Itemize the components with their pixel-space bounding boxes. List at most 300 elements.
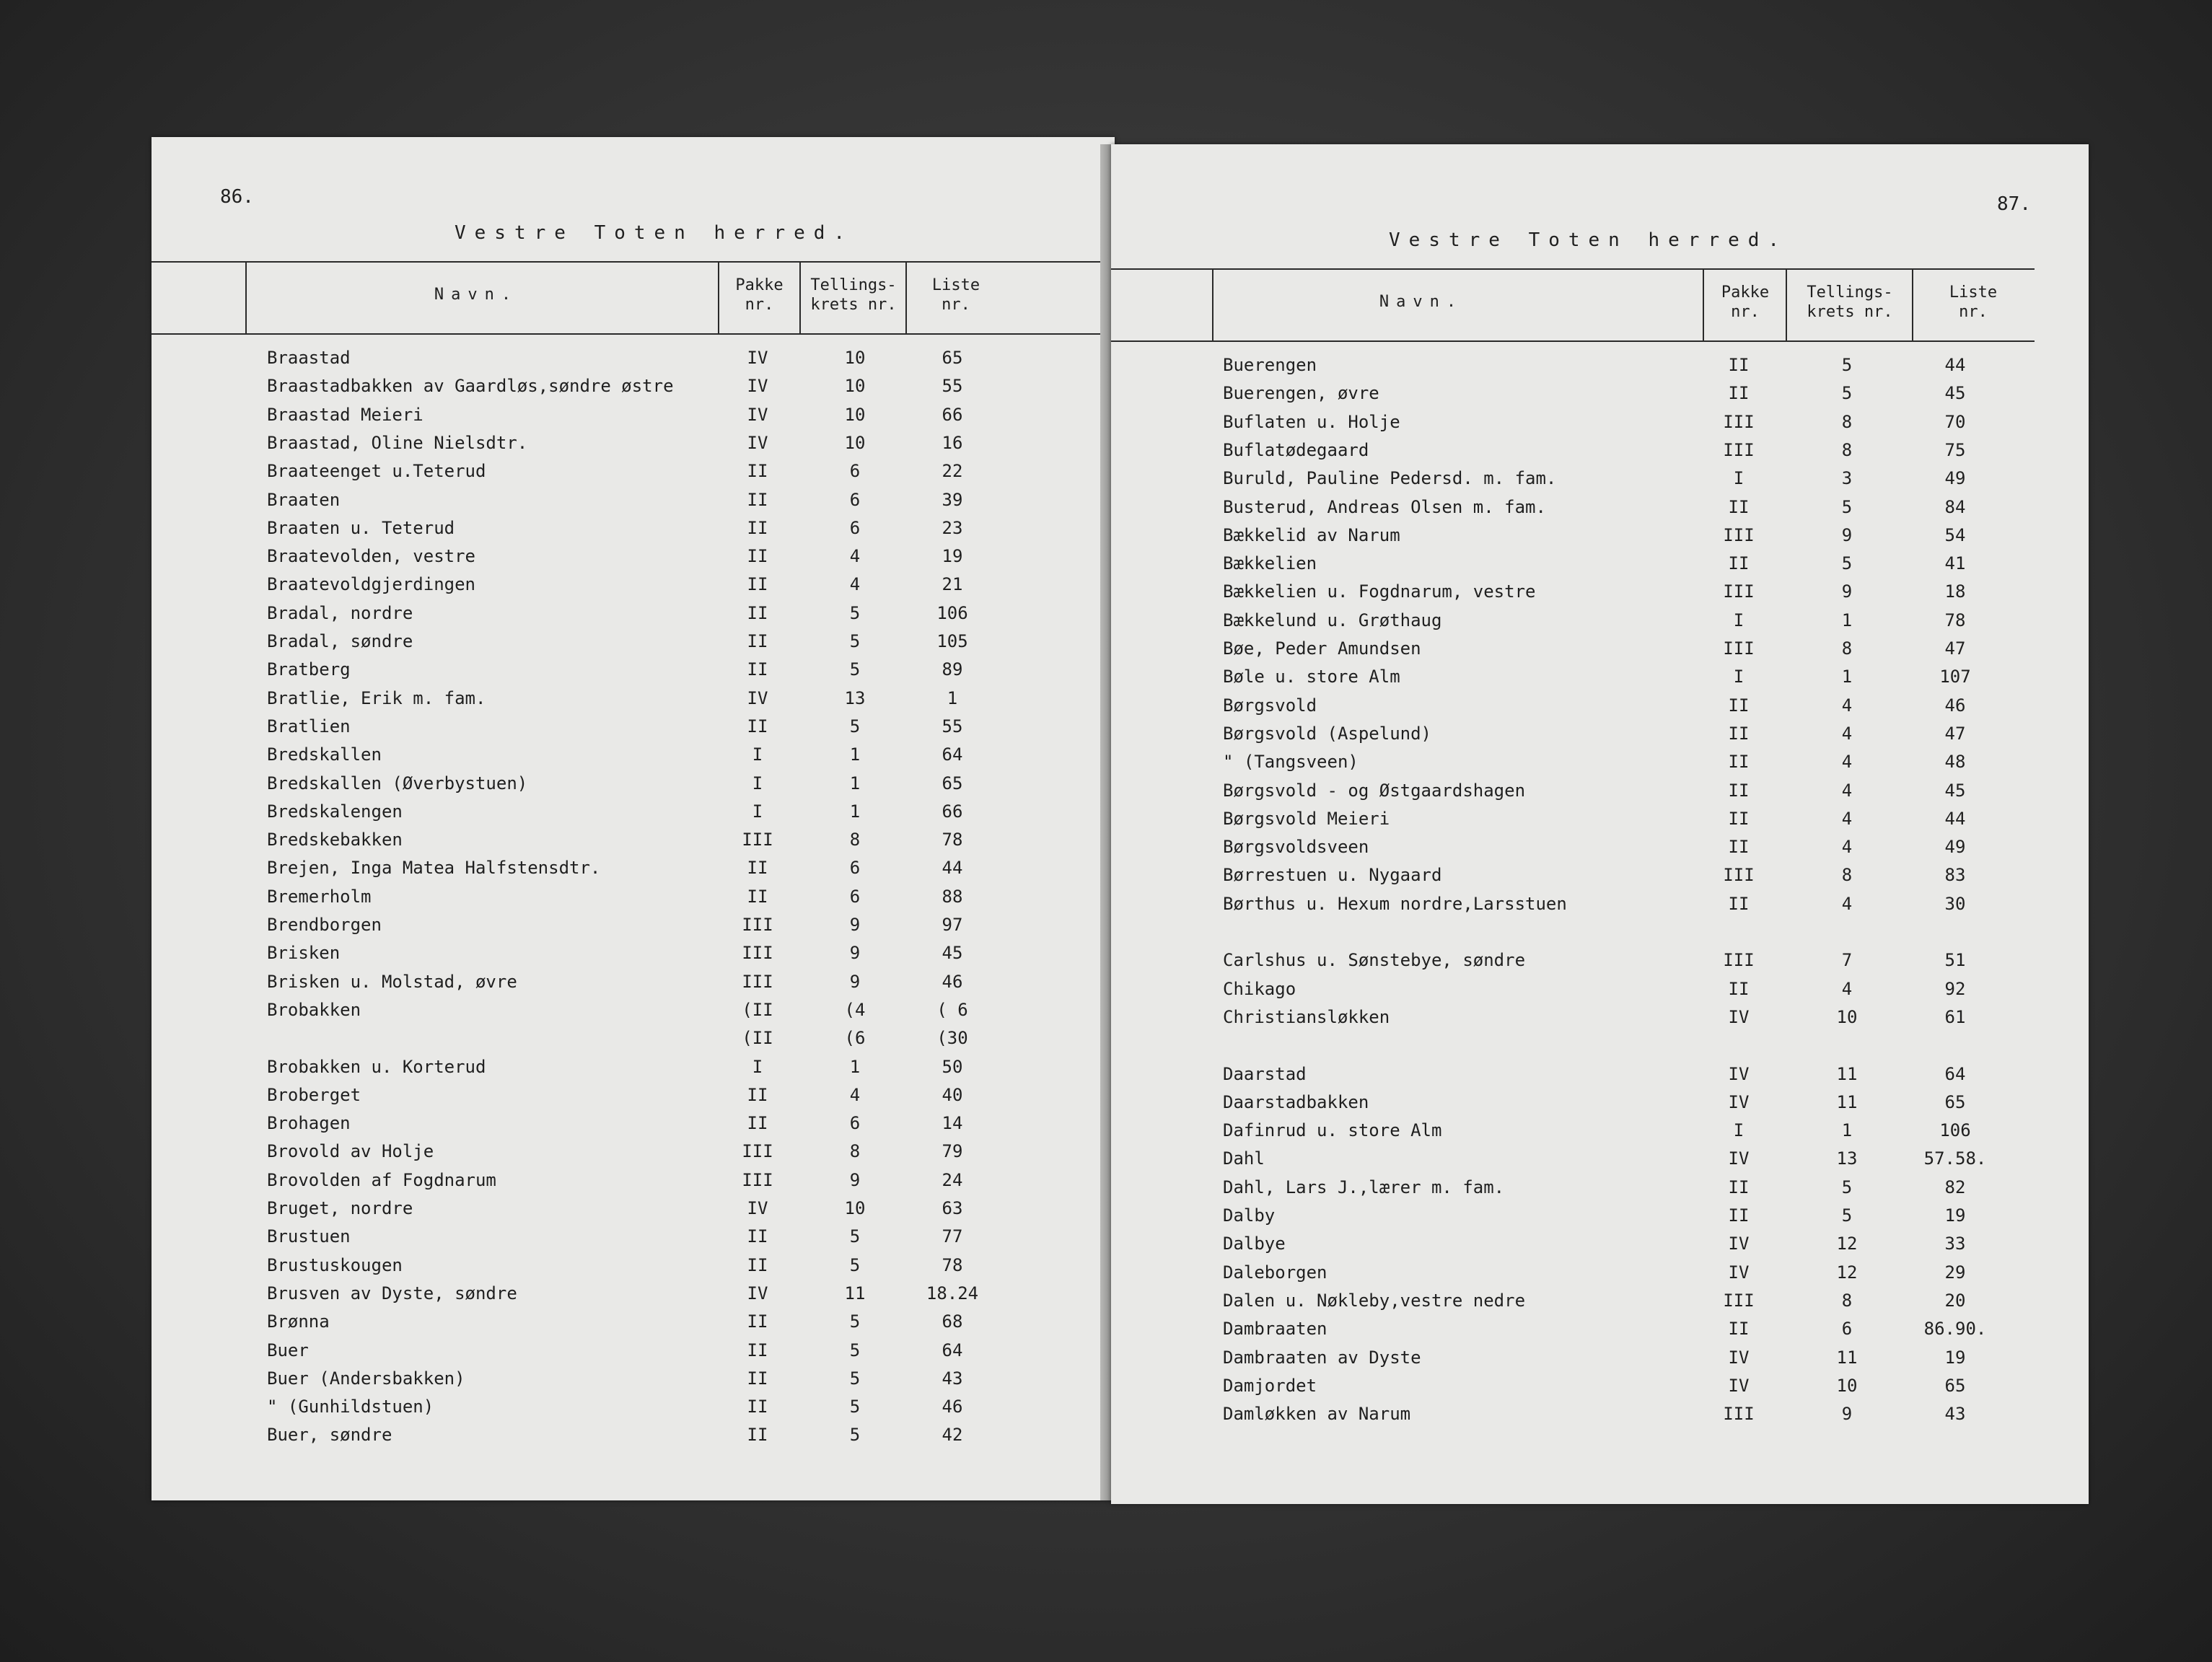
table-row — [152, 801, 1115, 830]
row-name: Dahl — [1223, 1148, 1265, 1169]
row-krets: 8 — [1841, 439, 1853, 460]
column-divider — [1703, 268, 1704, 340]
row-liste: 50 — [942, 1056, 963, 1077]
row-name: Buer, søndre — [267, 1425, 392, 1446]
row-liste: 64 — [942, 1340, 963, 1360]
row-krets: 9 — [1841, 524, 1853, 545]
row-name: Bruget, nordre — [267, 1198, 413, 1218]
table-row — [1111, 468, 2089, 496]
table-row — [152, 518, 1115, 546]
table-row — [152, 1028, 1115, 1056]
right-page — [1111, 144, 2089, 1504]
row-name: Bækkelid av Narum — [1223, 524, 1400, 545]
row-pakke: IV — [747, 348, 768, 368]
header-bottom-rule — [152, 333, 1115, 335]
row-krets: 1 — [1841, 610, 1853, 630]
table-row — [152, 461, 1115, 489]
row-liste: 78 — [1944, 610, 1966, 630]
row-pakke: I — [752, 1056, 763, 1077]
table-row — [1111, 525, 2089, 553]
table-row — [152, 405, 1115, 433]
row-liste: 39 — [942, 489, 963, 510]
row-name: Brustuen — [267, 1226, 351, 1247]
table-row — [1111, 1120, 2089, 1148]
row-liste: 30 — [1944, 893, 1966, 914]
row-pakke: II — [747, 631, 768, 651]
row-krets: 5 — [849, 602, 861, 623]
row-pakke: I — [752, 773, 763, 793]
row-name: Brohagen — [267, 1113, 351, 1134]
table-row — [152, 972, 1115, 1000]
row-name: Brobakken — [267, 999, 361, 1020]
row-liste: 1 — [947, 687, 958, 708]
row-liste: 79 — [942, 1141, 963, 1162]
row-pakke: II — [1728, 383, 1750, 404]
row-pakke: II — [1728, 695, 1750, 716]
row-liste: 82 — [1944, 1177, 1966, 1197]
table-row — [152, 1057, 1115, 1085]
table-row — [152, 1397, 1115, 1425]
row-liste: 23 — [942, 517, 963, 538]
row-pakke: III — [1723, 1290, 1755, 1311]
row-pakke: II — [1728, 553, 1750, 574]
row-liste: 44 — [1944, 808, 1966, 829]
column-divider — [1212, 268, 1213, 340]
row-krets: 11 — [1836, 1063, 1858, 1084]
row-liste: 88 — [942, 886, 963, 907]
row-krets: 5 — [849, 631, 861, 651]
header-pakke: Pakke nr. — [1721, 283, 1770, 321]
row-liste: ( 6 — [936, 999, 968, 1020]
row-liste: 106 — [1939, 1120, 1971, 1141]
row-krets: (4 — [844, 999, 866, 1020]
row-pakke: III — [742, 1169, 773, 1190]
row-name: Børgsvoldsveen — [1223, 837, 1369, 858]
row-pakke: II — [747, 1311, 768, 1332]
row-liste: 22 — [942, 461, 963, 482]
table-row — [1111, 894, 2089, 922]
row-name: Bredskebakken — [267, 830, 403, 850]
row-krets: 1 — [1841, 1120, 1853, 1141]
table-row — [1111, 1376, 2089, 1404]
row-krets: 5 — [849, 1311, 861, 1332]
row-pakke: II — [747, 461, 768, 482]
row-krets: 5 — [849, 1226, 861, 1247]
row-pakke: I — [752, 801, 763, 822]
row-name: Bratlie, Erik m. fam. — [267, 687, 486, 708]
row-name: Buer — [267, 1340, 309, 1360]
row-liste: 66 — [942, 404, 963, 425]
row-liste: 65 — [942, 773, 963, 793]
row-liste: 65 — [1944, 1091, 1966, 1112]
row-name: Børgsvold Meieri — [1223, 808, 1390, 829]
row-krets: 11 — [1836, 1347, 1858, 1368]
row-krets: 10 — [1836, 1006, 1858, 1027]
row-pakke: IV — [747, 687, 768, 708]
row-pakke: II — [1728, 837, 1750, 858]
table-row — [152, 433, 1115, 461]
row-pakke: III — [742, 1141, 773, 1162]
row-krets: 7 — [1841, 950, 1853, 971]
row-name: Dahl, Lars J.,lærer m. fam. — [1223, 1177, 1505, 1197]
row-liste: 45 — [942, 943, 963, 964]
row-pakke: II — [1728, 893, 1750, 914]
row-liste: 97 — [942, 915, 963, 935]
row-name: Christiansløkken — [1223, 1006, 1390, 1027]
table-row — [1111, 809, 2089, 837]
row-pakke: II — [1728, 496, 1750, 517]
row-krets: 8 — [849, 830, 861, 850]
row-krets: 9 — [849, 971, 861, 992]
row-pakke: IV — [1728, 1375, 1750, 1396]
table-row — [152, 830, 1115, 858]
row-name: Braastad Meieri — [267, 404, 423, 425]
row-pakke: II — [747, 716, 768, 737]
table-row — [1111, 553, 2089, 581]
row-name: Braaten u. Teterud — [267, 517, 455, 538]
row-name: Braatevoldgjerdingen — [267, 574, 475, 595]
column-divider — [1786, 268, 1787, 340]
table-row — [152, 1198, 1115, 1226]
row-krets: 8 — [849, 1141, 861, 1162]
row-liste: 65 — [942, 348, 963, 368]
row-pakke: IV — [1728, 1148, 1750, 1169]
column-divider — [905, 261, 907, 333]
table-row — [1111, 1035, 2089, 1063]
row-name: Chikago — [1223, 978, 1296, 999]
row-name: Damløkken av Narum — [1223, 1404, 1411, 1425]
row-pakke: III — [1723, 1404, 1755, 1425]
row-pakke: II — [1728, 780, 1750, 801]
row-name: Buruld, Pauline Pedersd. m. fam. — [1223, 468, 1557, 489]
row-liste: 77 — [942, 1226, 963, 1247]
row-name: Dalby — [1223, 1205, 1276, 1226]
row-pakke: III — [1723, 581, 1755, 602]
row-pakke: II — [1728, 808, 1750, 829]
table-row — [1111, 781, 2089, 809]
table-row — [152, 773, 1115, 801]
table-row — [152, 1226, 1115, 1254]
row-krets: 5 — [1841, 1205, 1853, 1226]
row-liste: 18.24 — [926, 1283, 979, 1303]
row-name: Busterud, Andreas Olsen m. fam. — [1223, 496, 1546, 517]
table-row — [152, 1283, 1115, 1311]
row-krets: 5 — [1841, 496, 1853, 517]
row-pakke: II — [747, 1397, 768, 1417]
table-row — [152, 716, 1115, 744]
row-krets: 5 — [849, 1425, 861, 1446]
row-pakke: I — [1733, 1120, 1744, 1141]
row-krets: 5 — [1841, 383, 1853, 404]
row-name: Dambraaten — [1223, 1319, 1327, 1340]
table-row — [152, 1340, 1115, 1368]
table-row — [1111, 1205, 2089, 1234]
row-pakke: II — [747, 546, 768, 567]
header-bottom-rule — [1111, 340, 2035, 342]
row-krets: 8 — [1841, 638, 1853, 659]
table-row — [1111, 724, 2089, 752]
row-krets: 5 — [849, 1254, 861, 1275]
row-pakke: IV — [1728, 1063, 1750, 1084]
table-row — [152, 603, 1115, 631]
table-row — [1111, 1404, 2089, 1432]
row-pakke: II — [1728, 723, 1750, 744]
row-pakke: II — [747, 517, 768, 538]
row-pakke: I — [752, 744, 763, 765]
row-liste: 107 — [1939, 667, 1971, 687]
table-row — [1111, 837, 2089, 865]
row-pakke: II — [1728, 978, 1750, 999]
table-row — [1111, 865, 2089, 893]
row-krets: 4 — [1841, 893, 1853, 914]
row-krets: 4 — [1841, 978, 1853, 999]
row-pakke: I — [1733, 667, 1744, 687]
table-row — [1111, 383, 2089, 411]
row-krets: 6 — [849, 517, 861, 538]
row-pakke: I — [1733, 468, 1744, 489]
row-krets: 5 — [849, 1340, 861, 1360]
row-krets: 1 — [1841, 667, 1853, 687]
row-liste: 44 — [942, 858, 963, 879]
row-liste: 42 — [942, 1425, 963, 1446]
row-name: Bøle u. store Alm — [1223, 667, 1400, 687]
row-krets: 8 — [1841, 411, 1853, 432]
row-pakke: III — [1723, 439, 1755, 460]
row-pakke: II — [747, 1113, 768, 1134]
header-top-rule — [1111, 268, 2035, 270]
row-name: Bredskalengen — [267, 801, 403, 822]
row-name: Bradal, søndre — [267, 631, 413, 651]
page-title: Vestre Toten herred. — [455, 222, 854, 244]
row-liste: 46 — [942, 1397, 963, 1417]
row-liste: 47 — [1944, 723, 1966, 744]
row-pakke: III — [742, 830, 773, 850]
row-name: Daarstad — [1223, 1063, 1307, 1084]
row-name: Brønna — [267, 1311, 330, 1332]
row-name: Brusven av Dyste, søndre — [267, 1283, 517, 1303]
row-liste: 68 — [942, 1311, 963, 1332]
table-row — [152, 659, 1115, 687]
table-row — [152, 915, 1115, 943]
table-row — [152, 1311, 1115, 1340]
row-pakke: III — [1723, 950, 1755, 971]
table-row — [1111, 1092, 2089, 1120]
table-row — [152, 348, 1115, 376]
row-krets: 4 — [1841, 723, 1853, 744]
row-krets: 4 — [849, 574, 861, 595]
row-pakke: IV — [747, 432, 768, 453]
table-row — [1111, 1319, 2089, 1347]
row-pakke: II — [1728, 1319, 1750, 1340]
row-krets: 5 — [849, 1368, 861, 1389]
table-row — [1111, 581, 2089, 610]
row-name: Brovolden af Fogdnarum — [267, 1169, 496, 1190]
row-krets: 8 — [1841, 865, 1853, 886]
table-row — [1111, 412, 2089, 440]
column-divider — [718, 261, 719, 333]
row-pakke: II — [747, 1226, 768, 1247]
table-row — [1111, 497, 2089, 525]
row-name: Bredskallen (Øverbystuen) — [267, 773, 528, 793]
row-pakke: III — [742, 915, 773, 935]
table-row — [152, 376, 1115, 404]
row-liste: 45 — [1944, 780, 1966, 801]
row-krets: 11 — [1836, 1091, 1858, 1112]
row-krets: 5 — [849, 716, 861, 737]
row-liste: 44 — [1944, 355, 1966, 375]
row-name: " (Tangsveen) — [1223, 752, 1359, 773]
row-krets: 9 — [1841, 1404, 1853, 1425]
header-tellingskrets: Tellings- krets nr. — [810, 276, 897, 314]
row-liste: 45 — [1944, 383, 1966, 404]
row-name: Dalen u. Nøkleby,vestre nedre — [1223, 1290, 1526, 1311]
row-liste: 43 — [942, 1368, 963, 1389]
row-pakke: IV — [1728, 1347, 1750, 1368]
row-pakke: II — [747, 574, 768, 595]
row-liste: 47 — [1944, 638, 1966, 659]
row-name: " (Gunhildstuen) — [267, 1397, 434, 1417]
row-liste: (30 — [936, 1028, 968, 1049]
column-divider — [799, 261, 801, 333]
row-name: Carlshus u. Sønstebye, søndre — [1223, 950, 1526, 971]
row-krets: 10 — [844, 376, 866, 397]
row-name: Børrestuen u. Nygaard — [1223, 865, 1442, 886]
table-row — [152, 1425, 1115, 1453]
row-name: Buflaten u. Holje — [1223, 411, 1400, 432]
row-krets: (6 — [844, 1028, 866, 1049]
row-krets: 10 — [1836, 1375, 1858, 1396]
header-top-rule — [152, 261, 1115, 263]
row-pakke: (II — [742, 999, 773, 1020]
row-liste: 66 — [942, 801, 963, 822]
row-liste: 14 — [942, 1113, 963, 1134]
row-name: Daleborgen — [1223, 1262, 1327, 1283]
row-liste: 40 — [942, 1084, 963, 1105]
row-pakke: II — [747, 886, 768, 907]
row-krets: 9 — [849, 915, 861, 935]
row-pakke: III — [1723, 865, 1755, 886]
row-pakke: (II — [742, 1028, 773, 1049]
row-liste: 70 — [1944, 411, 1966, 432]
row-pakke: III — [1723, 524, 1755, 545]
table-row — [1111, 752, 2089, 780]
row-krets: 1 — [849, 744, 861, 765]
row-krets: 4 — [1841, 780, 1853, 801]
table-row — [152, 943, 1115, 971]
row-name: Buflatødegaard — [1223, 439, 1369, 460]
row-krets: 9 — [1841, 581, 1853, 602]
row-liste: 63 — [942, 1198, 963, 1218]
row-name: Buerengen — [1223, 355, 1317, 375]
table-row — [152, 490, 1115, 518]
row-krets: 8 — [1841, 1290, 1853, 1311]
row-pakke: II — [1728, 1205, 1750, 1226]
row-krets: 10 — [844, 348, 866, 368]
page-number: 87. — [1997, 193, 2031, 215]
table-row — [1111, 695, 2089, 724]
table-row — [1111, 950, 2089, 978]
row-krets: 6 — [849, 489, 861, 510]
row-name: Bækkelien u. Fogdnarum, vestre — [1223, 581, 1536, 602]
page-title: Vestre Toten herred. — [1389, 229, 1789, 251]
table-row — [152, 1141, 1115, 1169]
row-liste: 105 — [936, 631, 968, 651]
row-pakke: IV — [747, 1198, 768, 1218]
table-row — [152, 1255, 1115, 1283]
row-liste: 89 — [942, 659, 963, 680]
row-name: Bækkelund u. Grøthaug — [1223, 610, 1442, 630]
row-liste: 24 — [942, 1169, 963, 1190]
row-liste: 49 — [1944, 837, 1966, 858]
row-pakke: II — [747, 1368, 768, 1389]
row-liste: 83 — [1944, 865, 1966, 886]
table-row — [1111, 1347, 2089, 1376]
row-krets: 10 — [844, 1198, 866, 1218]
row-liste: 84 — [1944, 496, 1966, 517]
column-divider — [245, 261, 247, 333]
row-krets: 5 — [1841, 553, 1853, 574]
row-name: Brobakken u. Korterud — [267, 1056, 486, 1077]
row-krets: 5 — [849, 659, 861, 680]
row-name: Braatevolden, vestre — [267, 546, 475, 567]
row-krets: 10 — [844, 404, 866, 425]
row-liste: 46 — [942, 971, 963, 992]
row-name: Børgsvold — [1223, 695, 1317, 716]
row-liste: 65 — [1944, 1375, 1966, 1396]
table-row — [1111, 1262, 2089, 1291]
row-name: Daarstadbakken — [1223, 1091, 1369, 1112]
row-name: Bredskallen — [267, 744, 382, 765]
row-pakke: I — [1733, 610, 1744, 630]
table-row — [1111, 1291, 2089, 1319]
row-name: Buerengen, øvre — [1223, 383, 1379, 404]
table-row — [1111, 610, 2089, 638]
row-krets: 13 — [844, 687, 866, 708]
row-liste: 106 — [936, 602, 968, 623]
row-pakke: II — [747, 659, 768, 680]
row-krets: 6 — [849, 461, 861, 482]
row-name: Dafinrud u. store Alm — [1223, 1120, 1442, 1141]
row-krets: 6 — [1841, 1319, 1853, 1340]
table-row — [1111, 355, 2089, 383]
row-pakke: II — [1728, 752, 1750, 773]
row-name: Braateenget u.Teterud — [267, 461, 486, 482]
row-pakke: II — [1728, 355, 1750, 375]
row-pakke: II — [747, 1340, 768, 1360]
row-liste: 21 — [942, 574, 963, 595]
row-krets: 6 — [849, 886, 861, 907]
table-row — [1111, 922, 2089, 950]
row-liste: 55 — [942, 716, 963, 737]
table-row — [152, 1368, 1115, 1397]
table-row — [1111, 1064, 2089, 1092]
row-name: Brustuskougen — [267, 1254, 403, 1275]
row-pakke: II — [747, 602, 768, 623]
row-liste: 16 — [942, 432, 963, 453]
row-liste: 51 — [1944, 950, 1966, 971]
row-liste: 29 — [1944, 1262, 1966, 1283]
row-pakke: III — [1723, 638, 1755, 659]
row-krets: 9 — [849, 1169, 861, 1190]
row-liste: 54 — [1944, 524, 1966, 545]
row-krets: 3 — [1841, 468, 1853, 489]
row-pakke: III — [1723, 411, 1755, 432]
row-krets: 6 — [849, 1113, 861, 1134]
row-krets: 4 — [849, 1084, 861, 1105]
row-pakke: IV — [1728, 1234, 1750, 1254]
row-pakke: II — [747, 1254, 768, 1275]
row-name: Buer (Andersbakken) — [267, 1368, 465, 1389]
